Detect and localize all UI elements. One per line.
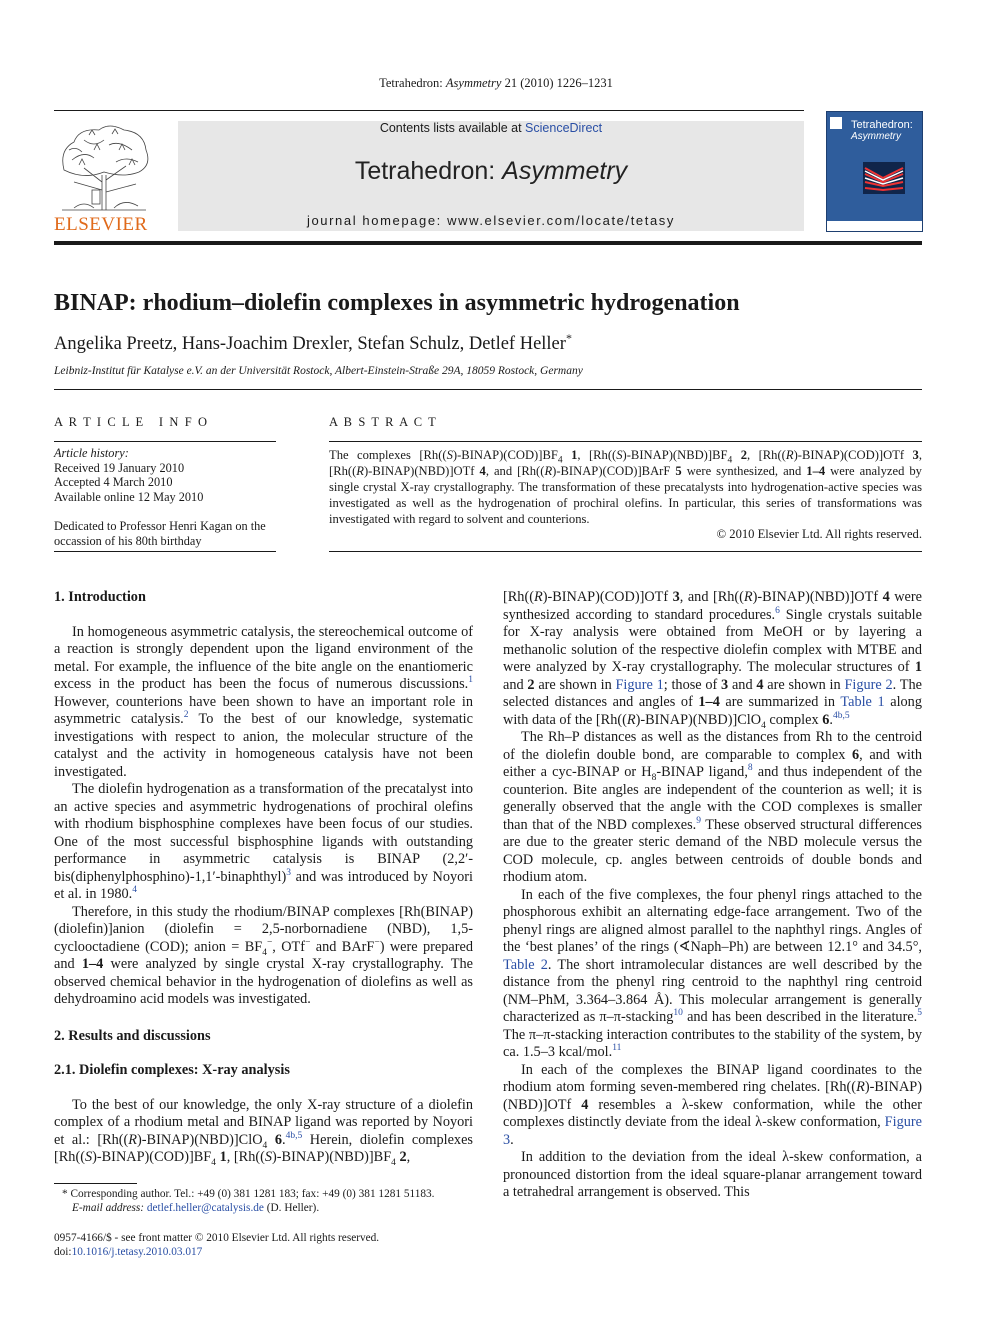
article-info-bottom-rule (54, 551, 276, 552)
journal-name: Tetrahedron: Asymmetry (354, 157, 628, 185)
elsevier-wordmark: ELSEVIER (54, 214, 148, 235)
front-matter: 0957-4166/$ - see front matter © 2010 Elsevier Ltd. All rights reserved. doi:10.1016/j.tetasy.2010.03.017 (54, 1232, 380, 1258)
corresponding-author-mark: * (565, 330, 572, 345)
cover-molecule-icon (863, 162, 905, 194)
doi-link[interactable]: 10.1016/j.tetasy.2010.03.017 (71, 1246, 203, 1258)
footnote-mark: * (62, 1188, 71, 1200)
article-history: Article history: Received 19 January 2010 Accepted 4 March 2010 Available online 12 May 2010 Dedicated to Professor Henri Kagan on the occassion of his 80th birthday (54, 446, 276, 548)
sciencedirect-link[interactable]: ScienceDirect (525, 121, 603, 135)
footnote-rule (54, 1183, 137, 1184)
cover-emblem-icon (830, 117, 842, 129)
abstract-bottom-rule (329, 551, 922, 552)
article-info-rule (54, 441, 276, 442)
results-heading: 2. Results and discussions (54, 1027, 211, 1044)
info-top-rule (54, 389, 922, 390)
author-email-link[interactable]: detlef.heller@catalysis.de (146, 1202, 264, 1214)
journal-cover-image (826, 111, 923, 232)
homepage-link[interactable]: www.elsevier.com/locate/tetasy (447, 213, 675, 228)
dedication: Dedicated to Professor Henri Kagan on the occassion of his 80th birthday (54, 519, 266, 548)
elsevier-logo (54, 120, 154, 235)
journal-reference: Tetrahedron: Asymmetry 21 (2010) 1226–1231 (379, 76, 613, 90)
masthead-bottom-rule (54, 241, 922, 245)
footnote: * Corresponding author. Tel.: +49 (0) 381 1281 183; fax: +49 (0) 381 1281 51183. E-mail address: detlef.heller@catalysis.de (D. Heller). (62, 1188, 435, 1214)
masthead-top-rule (54, 110, 804, 111)
left-column: 1. Introduction In homogeneous asymmetric catalysis, the stereochemical outcome of a reaction is strongly dependent upon the ligand environment of the metal. For example, the influence of the bite angle on the enantiomeric excess in the product has been the focus of numerous discussions.$^1$ However, counterions have been shown to have an important role in asymmetric catalysis.$^2$ To the best of our knowledge, systematic investigations with respect to anion, the molecular structure of the catalyst and the activity in homogeneous catalysis have not been investigated. The diolefin hydrogenation as a transformation of the precatalyst into an active species and asymmetric hydrogenations of prochiral olefins with rhodium bisphosphine complexes have been focus of our studies. One of the most successful bisphosphine ligands with outstanding performance in asymmetric catalysis is BINAP (2,2′-bis(diphenylphosphino)-1,1′-binaphthyl)$^3$ and was introduced by Noyori et al. in 1980.$^4$ Therefore, in this study the rhodium/BINAP complexes [Rh(BINAP)(diolefin)]anion (diolefin = 2,5-norbornadiene (NBD), 1,5-cyclooctadiene (COD); anion = $BF_4^-$, OTf− and BArF−) were prepared and 1–4 were analyzed by single crystal X-ray crystallography. The observed chemical behavior in the hydrogenation of diolefins as well as dehydroamino acid models was investigated. 2. Results and discussions 2.1. Diolefin complexes: X-ray analysis To the best of our knowledge, the only X-ray structure of a diolefin complex of a rhodium metal and BINAP ligand was reported by Noyori et al.: [Rh((R)-BINAP)(NBD)]ClO$_4$ 6.$^{4b,5}$ Herein, diolefin complexes $[Rh((S)-BINAP)(COD)]BF_4$ 1, $[Rh((S)-BINAP)(NBD)]BF_4$ 2, (54, 589, 474, 1168)
article-title: BINAP: rhodium–diolefin complexes in asymmetric hydrogenation (54, 290, 740, 316)
abstract-text: The complexes $[Rh((S)-BINAP)(COD)]BF_4$ 1, $[Rh((S)-BINAP)(NBD)]BF_4$ 2, [Rh((R)-BINAP)(COD)]OTf 3, [Rh((R)-BINAP)(NBD)]OTf 4, and [Rh((R)-BINAP)(COD)]BArF 5 were synthesized, and 1–4 were analyzed by single crystal X-ray crystallography. The transformation of these precatalysts into hydrogenation-active species was investigated as well as the hydrogenation of prochiral olefins. In particular, this series of transformations was investigated with regard to solvent and counterions. (329, 448, 922, 526)
abstract-copyright: © 2010 Elsevier Ltd. All rights reserved. (716, 527, 922, 541)
journal-banner (178, 121, 804, 231)
abstract-heading: A B S T R A C T (329, 415, 438, 429)
right-column: [Rh((R)-BINAP)(COD)]OTf 3, and [Rh((R)-BINAP)(NBD)]OTf 4 were synthesized according to standard procedures.$^6$ Single crystals suitable for X-ray analysis were obtained from MeOH or by layering a methanolic solution of the respective diolefin complex with MTBE and were analyzed by X-ray crystallography. The molecular structures of 1 and 2 are shown in Figure 1; those of 3 and 4 are shown in Figure 2. The selected distances and angles of 1–4 are summarized in Table 1 along with data of the [Rh((R)-BINAP)(NBD)]ClO$_4$ complex 6.$^{4b,5}$ The Rh–P distances as well as the distances from Rh to the centroid of the diolefin double bond, are comparable to complex 6, and with either a cyc-BINAP or $H_8$-BINAP ligand,$^8$ and thus independent of the counterion. Bite angles are independent of the counterion as well; it is generally observed that the angle with the COD complexes is smaller than that of the NBD complexes.$^9$ These observed structural differences are due to the greater steric demand of the NBD molecule versus the COD molecule, cp. angles between centroids of double bonds and rhodium atom. In each of the five complexes, the four phenyl rings attached to the phosphorous exhibit an alternating edge-face arrangement. Two of the phenyl rings are aligned almost parallel to the naphthyl rings. Angles of the ‘best planes’ of the rings (∢Naph–Ph) are between 12.1° and 34.5°, Table 2. The short intramolecular distances are well described by the distance from the phenyl ring centroid to the naphthyl ring centroid (NM–PhM, 3.364–3.864 Å). This molecular arrangement is generally characterized as π–π-stacking$^{10}$ and has been described in the literature.$^5$ The π–π-stacking interaction contributes to the stability of the system, by ca. 1.5–3 kcal/mol.$^{11}$ In each of the complexes the BINAP ligand coordinates to the rhodium atom forming seven-membered ring chelates. [Rh((R)-BINAP)(NBD)]OTf 4 resembles a λ-skew conformation, while the other complexes distinctly deviate from the ideal λ-skew conformation, Figure 3. In addition to the deviation from the ideal λ-skew conformation, a pronounced distortion from the ideal square-planar arrangement toward a tetrahedral arrangement is observed. This (503, 589, 922, 1200)
elsevier-tree-icon (54, 120, 154, 212)
cover-footer-bar (827, 221, 922, 231)
homepage-line: journal homepage: www.elsevier.com/locate/tetasy (306, 213, 675, 228)
article-info-heading: A R T I C L E I N F O (54, 415, 209, 429)
cover-title: Tetrahedron: Asymmetry (851, 119, 913, 142)
abstract-rule (329, 441, 922, 442)
contents-line: Contents lists available at ScienceDirect (379, 121, 603, 135)
introduction-heading: 1. Introduction (54, 589, 146, 605)
affiliation: Leibniz-Institut für Katalyse e.V. an der Universität Rostock, Albert-Einstein-Straße 29A, 18059 Rostock, Germany (54, 365, 583, 377)
author-list: Angelika Preetz, Hans-Joachim Drexler, Stefan Schulz, Detlef Heller* (54, 330, 572, 354)
subsection-heading: 2.1. Diolefin complexes: X-ray analysis (54, 1062, 290, 1078)
